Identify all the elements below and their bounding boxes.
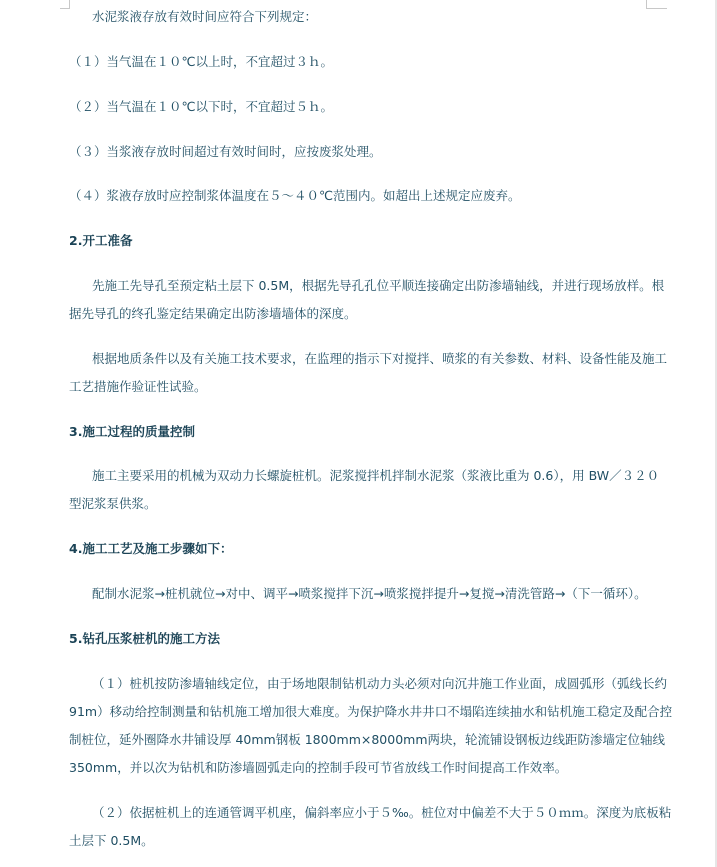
paragraph-line: 土层下 0.5M。 (69, 833, 154, 848)
section-heading: 5.钻孔压浆桩机的施工方法 (69, 631, 220, 646)
rule-item: （１）当气温在１０℃以上时，不宜超过３ｈ。 (69, 54, 334, 69)
rule-item: （３）当浆液存放时间超过有效时间时，应按废浆处理。 (69, 144, 382, 159)
paragraph-line: 据先导孔的终孔鉴定结果确定出防渗墙墙体的深度。 (69, 306, 357, 321)
section-heading: 2.开工准备 (69, 233, 133, 248)
crop-mark-top-left (69, 0, 70, 8)
paragraph-line: 先施工先导孔至预定粘土层下 0.5M，根据先导孔孔位平顺连接确定出防渗墙轴线，并进行现场放样。根 (92, 278, 665, 293)
paragraph-line: 91m）移动给控制测量和钻机施工增加很大难度。为保护降水井井口不塌陷连续抽水和钻机施工稳定及配合控 (69, 704, 673, 719)
paragraph-line: 型泥浆泵供浆。 (69, 496, 157, 511)
section-heading: 3.施工过程的质量控制 (69, 424, 195, 439)
rule-item: （２）当气温在１０℃以下时，不宜超过５ｈ。 (69, 99, 334, 114)
paragraph-line: 工艺措施作验证性试验。 (69, 379, 207, 394)
paragraph-line: 350mm，并以次为钻机和防渗墙圆弧走向的控制手段可节省放线工作时间提高工作效率。 (69, 760, 568, 775)
rule-item: （４）浆液存放时应控制浆体温度在５～４０℃范围内。如超出上述规定应废弃。 (69, 188, 521, 203)
paragraph-line: 制桩位，延外圈降水井铺设厚 40mm钢板 1800mm×8000mm两块，轮流铺设钢板边线距防渗墙定位轴线 (69, 732, 666, 747)
paragraph-line: 配制水泥浆→桩机就位→对中、调平→喷浆搅拌下沉→喷浆搅拌提升→复搅→清洗管路→（下一循环）。 (92, 586, 647, 601)
paragraph-line: （１）桩机按防渗墙轴线定位，由于场地限制钻机动力头必须对向沉井施工作业面，成圆弧形（弧线长约 (92, 676, 668, 691)
paragraph-line: 根据地质条件以及有关施工技术要求，在监理的指示下对搅拌、喷浆的有关参数、材料、设备性能及施工 (92, 351, 668, 366)
section-heading: 4.施工工艺及施工步骤如下： (69, 541, 233, 556)
crop-mark-top-left (60, 8, 70, 9)
intro-text: 水泥浆液存放有效时间应符合下列规定： (92, 9, 318, 24)
paragraph-line: （２）依据桩机上的连通管调平机座，偏斜率应小于５‰。桩位对中偏差不大于５０ｍｍ。深度为底板粘 (92, 805, 672, 820)
paragraph-line: 施工主要采用的机械为双动力长螺旋桩机。泥浆搅拌机拌制水泥浆（浆液比重为 0.6），用 BW／３２０ (92, 468, 660, 483)
